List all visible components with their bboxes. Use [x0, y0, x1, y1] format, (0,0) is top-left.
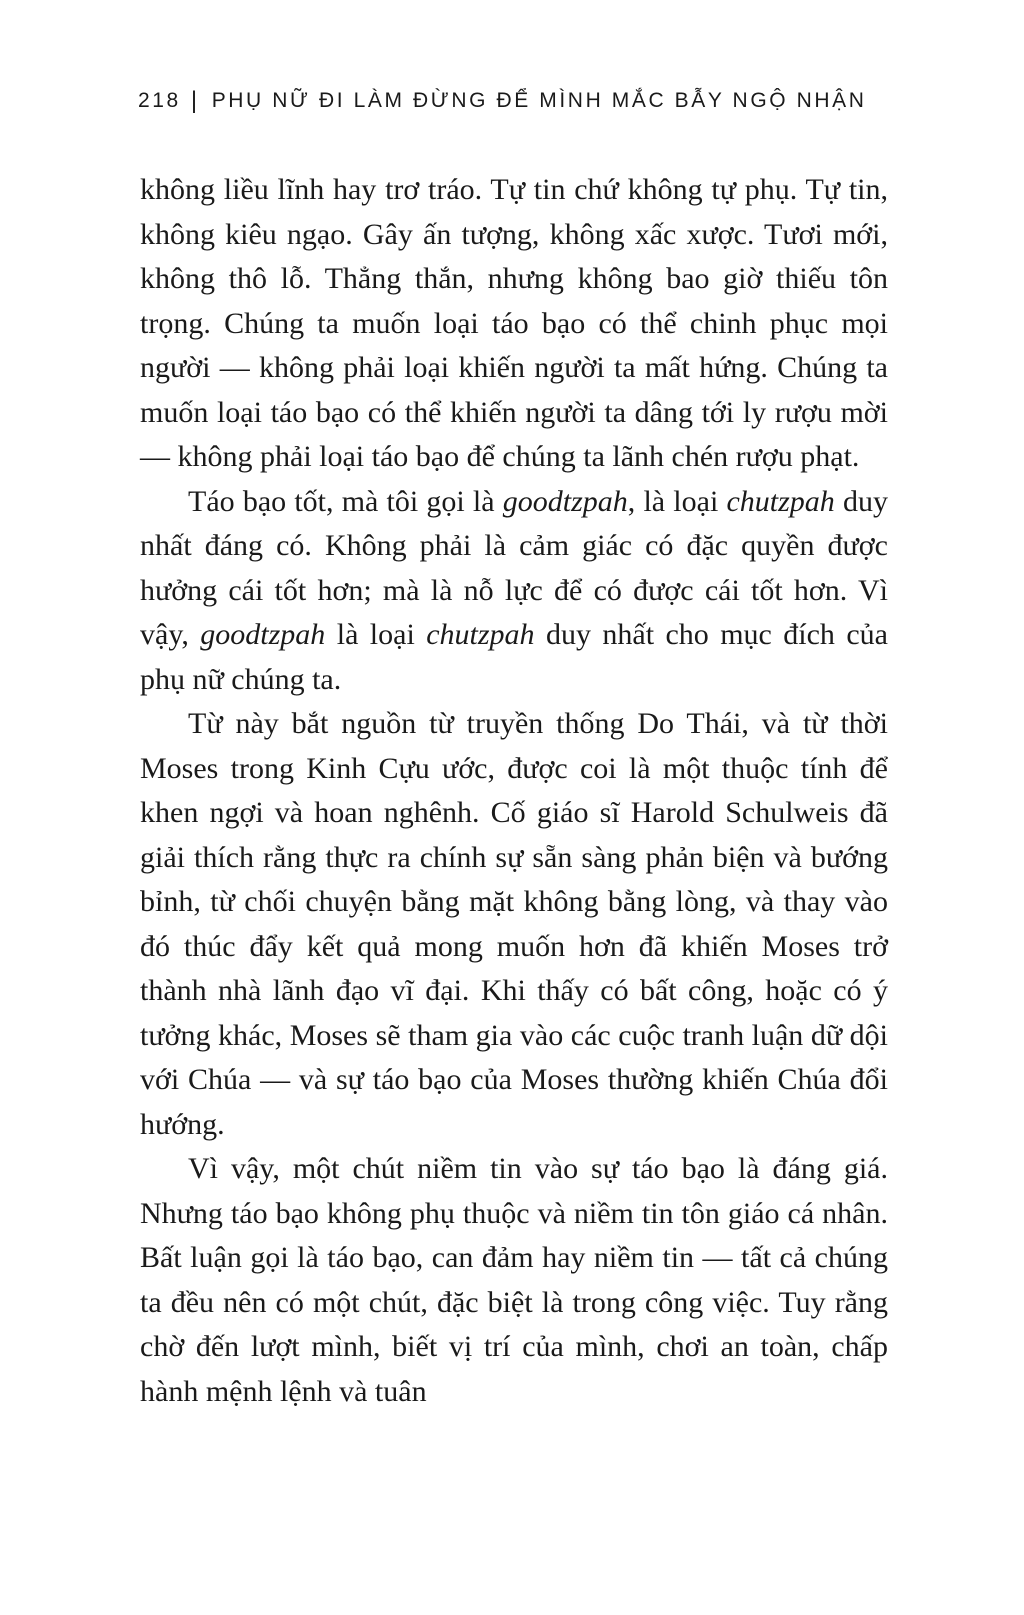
paragraph: [140, 480, 888, 703]
italic-term: chutzpah: [426, 618, 535, 651]
text-segment: duy nhất đáng có. Không phải là cảm giác có đặc quyền được hưởng cái tốt hơn; mà là nỗ lực để có được cái tốt hơn. Vì vậy,: [140, 484, 889, 651]
page-header: [138, 86, 888, 114]
paragraph: Vì vậy, một chút niềm tin vào sự táo bạo là đáng giá. Nhưng táo bạo không phụ thuộc và niềm tin tôn giáo cá nhân. Bất luận gọi là táo bạo, can đảm hay niềm tin — tất cả chúng ta đều nên có một chút, đặc biệt là trong công việc. Tuy rằng chờ đến lượt mình, biết vị trí của mình, chơi an toàn, chấp hành mệnh lệnh và tuân: [140, 1152, 888, 1408]
text-segment: , là loại: [627, 484, 727, 518]
page-body: [140, 168, 888, 1414]
italic-term: goodtzpah: [502, 484, 628, 518]
italic-term: chutzpah: [726, 484, 835, 518]
header-separator: |: [190, 87, 200, 114]
paragraph: Từ này bắt nguồn từ truyền thống Do Thái, và từ thời Moses trong Kinh Cựu ước, được coi là một thuộc tính để khen ngợi và hoan nghênh. Cố giáo sĩ Harold Schulweis đã giải thích rằng thực ra chính sự sẵn sàng phản biện và bướng bỉnh, từ chối chuyện bằng mặt không bằng lòng, và thay vào đó thúc đẩy kết quả mong muốn hơn đã khiến Moses trở thành nhà lãnh đạo vĩ đại. Khi thấy có bất công, hoặc có ý tưởng khác, Moses sẽ tham gia vào các cuộc tranh luận dữ dội với Chúa — và sự táo bạo của Moses thường khiến Chúa đổi hướng.: [140, 707, 888, 1141]
text-segment: là loại: [325, 618, 427, 651]
running-title: PHỤ NỮ ĐI LÀM ĐỪNG ĐỂ MÌNH MẮC BẪY NGỘ NHẬN: [211, 89, 867, 112]
paragraph: không liều lĩnh hay trơ tráo. Tự tin chứ không tự phụ. Tự tin, không kiêu ngạo. Gây ấn tượng, không xấc xược. Tươi mới, không thô lỗ. Thẳng thắn, nhưng không bao giờ thiếu tôn trọng. Chúng ta muốn loại táo bạo có thể chinh phục mọi người — không phải loại khiến người ta mất hứng. Chúng ta muốn loại táo bạo có thể khiến người ta dâng tới ly rượu mời — không phải loại táo bạo để chúng ta lãnh chén rượu phạt.: [140, 173, 888, 473]
text-segment: Táo bạo tốt, mà tôi gọi là: [188, 484, 503, 518]
text-segment: duy nhất cho mục đích của phụ nữ chúng ta.: [140, 618, 888, 696]
italic-term: goodtzpah: [200, 618, 326, 651]
page-number: 218: [138, 89, 181, 112]
